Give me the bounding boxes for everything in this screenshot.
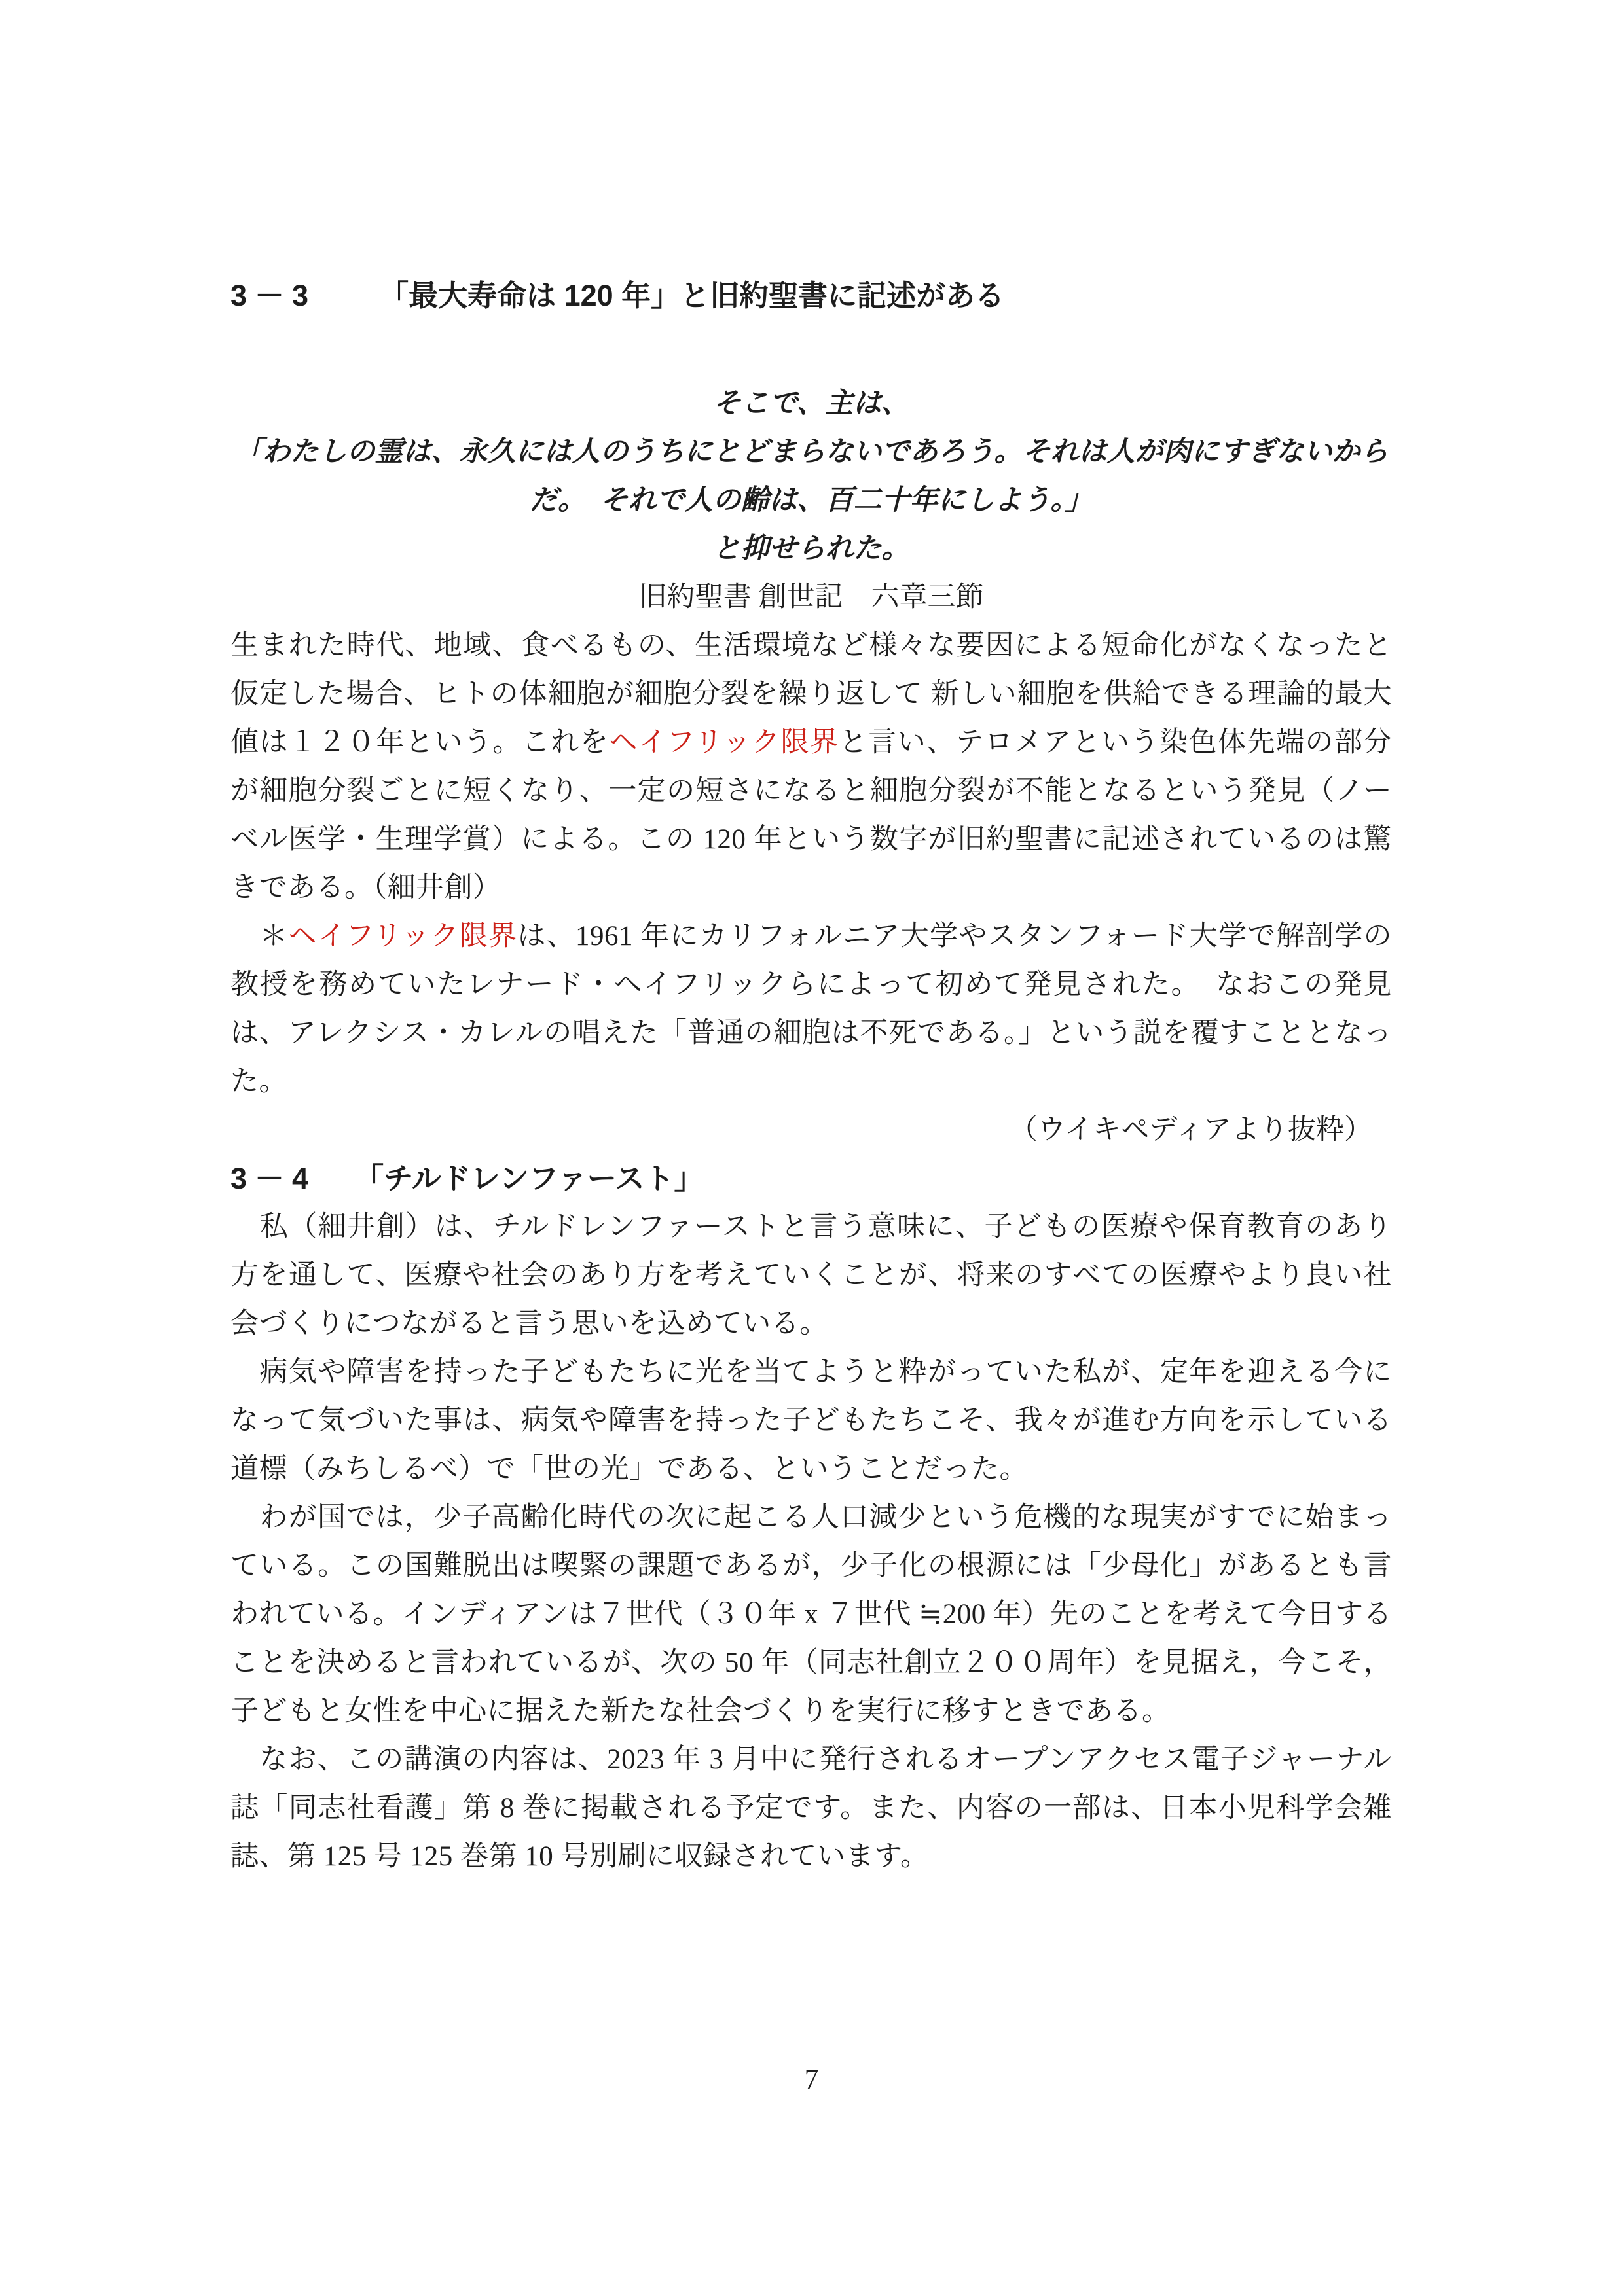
quote-line: だ。 それで人の齢は、百二十年にしよう。」 (530, 485, 1093, 516)
quote-attribution: 旧約聖書 創世記 六章三節 (638, 582, 984, 613)
section-number: 3－3 (230, 279, 317, 312)
section-title: 「最大寿命は 120 年」と旧約聖書に記述がある (379, 279, 1005, 312)
paragraph-children-first-2: 病気や障害を持った子どもたちに光を当てようと粋がっていた私が、定年を迎える今になって気づいた事は、病気や障害を持った子どもたちこそ、我々が進む方向を示している道標（みちしるべ）で「世の光」である、ということだった。 (230, 1357, 1392, 1484)
page-number: 7 (804, 2064, 819, 2095)
paragraph-text: 生まれた時代、地域、食べるもの、生活環境など様々な要因による短命化がなくなったと仮定した場合、ヒトの体細胞が細胞分裂を繰り返して 新しい細胞を供給できる理論的最大値は１２０年という。これを (230, 630, 1392, 758)
paragraph-children-first-3: わが国では，少子高齢化時代の次に起こる人口減少という危機的な現実がすでに始まっている。この国難脱出は喫緊の課題であるが，少子化の根源には「少母化」があるとも言われている。インディアンは７世代（３０年 x ７世代 ≒200 年）先のことを考えて今日することを決めると言われているが、次の 50 年（同志社創立２００周年）を見据え，今こそ，子どもと女性を中心に据えた新たな社会づくりを実行に移すときである。 (230, 1502, 1392, 1727)
quote-line: そこで、主は、 (712, 388, 910, 419)
hayflick-limit-term: ヘイフリック限界 (288, 921, 518, 952)
section-heading-3-4 (230, 1155, 1392, 1203)
section-number: 3－4 (230, 1162, 317, 1195)
hayflick-limit-term: ヘイフリック限界 (609, 727, 839, 758)
paragraph-text: は、1961 年にカリフォルニア大学やスタンフォード大学で解剖学の教授を務めていたレナード・ヘイフリックらによって初めて発見された。 なおこの発見は、アレクシス・カレルの唱えた「普通の細胞は不死である。」という説を覆すこととなった。 (230, 921, 1392, 1097)
paragraph-text: ＊ (230, 921, 289, 952)
scripture-quote (230, 380, 1392, 622)
quote-line: 「わたしの霊は、永久には人のうちにとどまらないであろう。それは人が肉にすぎないから (234, 437, 1389, 467)
paragraph-hayflick (230, 622, 1392, 912)
page-content (230, 275, 1392, 1881)
section-title: 「チルドレンファースト」 (354, 1162, 704, 1195)
note-source: （ウイキペディアより抜粋） (1009, 1115, 1372, 1145)
paragraph-text: と言い、テロメアという染色体先端の部分が細胞分裂ごとに短くなり、一定の短さになると細胞分裂が不能となるという発見（ノーベル医学・生理学賞）による。この 120 年という数字が旧約聖書に記述されているのは驚きである。（細井創） (230, 727, 1392, 903)
paragraph-hayflick-note (230, 912, 1392, 1106)
section-heading-3-3 (230, 275, 1392, 317)
quote-line: と抑せられた。 (712, 533, 910, 564)
paragraph-children-first-1: 私（細井創）は、チルドレンファーストと言う意味に、子どもの医療や保育教育のあり方を通して、医療や社会のあり方を考えていくことが、将来のすべての医療やより良い社会づくりにつながると言う思いを込めている。 (230, 1211, 1392, 1339)
closing-paragraph: なお、この講演の内容は、2023 年 3 月中に発行されるオープンアクセス電子ジャーナル誌「同志社看護」第 8 巻に掲載される予定です。また、内容の一部は、日本小児科学会雑誌、第 125 号 125 巻第 10 号別刷に収録されています。 (230, 1744, 1392, 1872)
